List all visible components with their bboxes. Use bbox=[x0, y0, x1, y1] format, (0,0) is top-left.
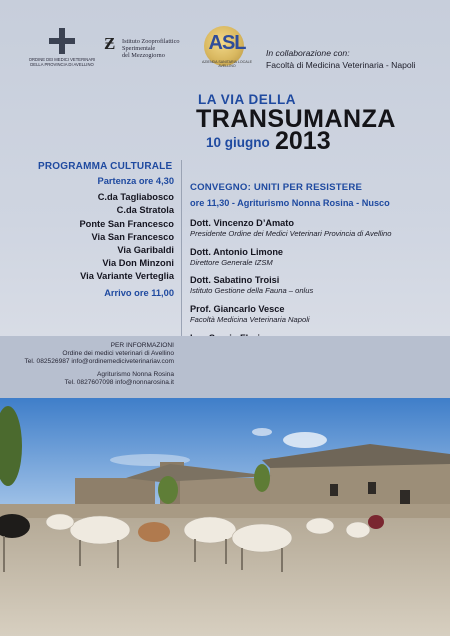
program-arrival: Arrivo ore 11,00 bbox=[104, 287, 174, 298]
cow bbox=[184, 517, 236, 543]
speaker-item bbox=[190, 247, 440, 268]
collaboration-label: In collaborazione con: bbox=[266, 48, 350, 58]
izsm-logo-line: Sperimentale bbox=[122, 45, 156, 52]
speaker-item bbox=[190, 275, 440, 296]
info-agri-contact: Tel. 0827607098 info@nonnarosina.it bbox=[64, 379, 174, 386]
cattle-village-photo bbox=[0, 398, 450, 636]
program-heading: PROGRAMMA CULTURALE bbox=[38, 161, 173, 172]
route-stop: C.da Stratola bbox=[116, 205, 174, 216]
izsm-mark-icon: Ƶ bbox=[104, 34, 116, 53]
route-stop: Ponte San Francesco bbox=[79, 218, 174, 229]
vets-order-logo-line: DELLA PROVINCIA DI AVELLINO bbox=[30, 62, 94, 67]
route-stop: Via Variante Verteglia bbox=[80, 271, 174, 282]
medical-cross-icon bbox=[49, 28, 75, 54]
title-main: TRANSUMANZA bbox=[196, 105, 396, 133]
izsm-logo-line: del Mezzogiorno bbox=[122, 52, 165, 59]
vets-order-logo-line: ORDINE DEI MEDICI VETERINARI bbox=[28, 57, 96, 62]
program-route bbox=[79, 175, 174, 300]
title-line1: LA VIA DELLA bbox=[198, 92, 296, 107]
event-year: 2013 bbox=[275, 127, 331, 155]
speaker-role: Facoltà Medicina Veterinaria Napoli bbox=[190, 315, 310, 325]
cattle-village-scene bbox=[0, 398, 450, 636]
herder bbox=[368, 515, 384, 529]
cow bbox=[46, 514, 74, 530]
asl-logo-mark: ASL bbox=[208, 32, 246, 54]
speaker-name: Dott. Sabatino Troisi bbox=[190, 275, 280, 286]
vets-order-logo bbox=[22, 28, 102, 67]
route-stop: Via San Francesco bbox=[91, 231, 174, 242]
route-stop: Via Garibaldi bbox=[117, 245, 174, 256]
cow-brown bbox=[138, 522, 170, 542]
route-stop: C.da Tagliabosco bbox=[97, 192, 174, 203]
column-divider bbox=[181, 160, 182, 340]
tree bbox=[254, 464, 270, 492]
speaker-name: Prof. Giancarlo Vesce bbox=[190, 304, 285, 315]
asl-logo-sub: AZIENDA SANITARIA LOCALE AVELLINO bbox=[201, 60, 253, 68]
speaker-role: Direttore Generale IZSM bbox=[190, 257, 273, 267]
speaker-name: Dott. Vincenzo D’Amato bbox=[190, 218, 294, 228]
speaker-item bbox=[190, 304, 440, 325]
cow bbox=[346, 522, 370, 538]
contact-info bbox=[24, 342, 174, 387]
speaker-item bbox=[190, 218, 440, 239]
logo-header bbox=[0, 0, 450, 85]
event-date: 10 giugno bbox=[206, 135, 270, 150]
cow bbox=[306, 518, 334, 534]
cow bbox=[232, 524, 292, 552]
tree bbox=[158, 476, 178, 504]
info-heading: PER INFORMAZIONI bbox=[110, 342, 174, 349]
speaker-role: Istituto Gestione della Fauna – onlus bbox=[190, 286, 314, 296]
program-departure: Partenza ore 4,30 bbox=[97, 176, 174, 186]
speaker-role: Presidente Ordine dei Medici Veterinari Provincia di Avellino bbox=[190, 229, 392, 238]
izsm-logo-line: Istituto Zooprofilattico bbox=[122, 38, 180, 45]
window bbox=[330, 484, 338, 496]
speaker-name: Dott. Antonio Limone bbox=[190, 246, 284, 257]
collaboration-note bbox=[266, 47, 416, 71]
info-org: Ordine dei medici veterinari di Avellino bbox=[62, 350, 174, 357]
route-stop: Via Don Minzoni bbox=[102, 258, 174, 269]
collaboration-partner: Facoltà di Medicina Veterinaria - Napoli bbox=[266, 60, 416, 70]
info-agri: Agriturismo Nonna Rosina bbox=[97, 371, 174, 378]
asl-logo bbox=[198, 26, 256, 70]
conference-heading: CONVEGNO: UNITI PER RESISTERE bbox=[190, 182, 363, 193]
cow bbox=[70, 516, 130, 544]
cloud bbox=[283, 432, 327, 448]
stone-building bbox=[75, 478, 155, 508]
cloud bbox=[252, 428, 272, 436]
window bbox=[368, 482, 376, 494]
conference-time-place: ore 11,30 - Agriturismo Nonna Rosina - Nusco bbox=[190, 198, 390, 208]
info-org-contact: Tel. 082526987 info@ordinemedicivetеrinariav.com bbox=[24, 358, 174, 365]
